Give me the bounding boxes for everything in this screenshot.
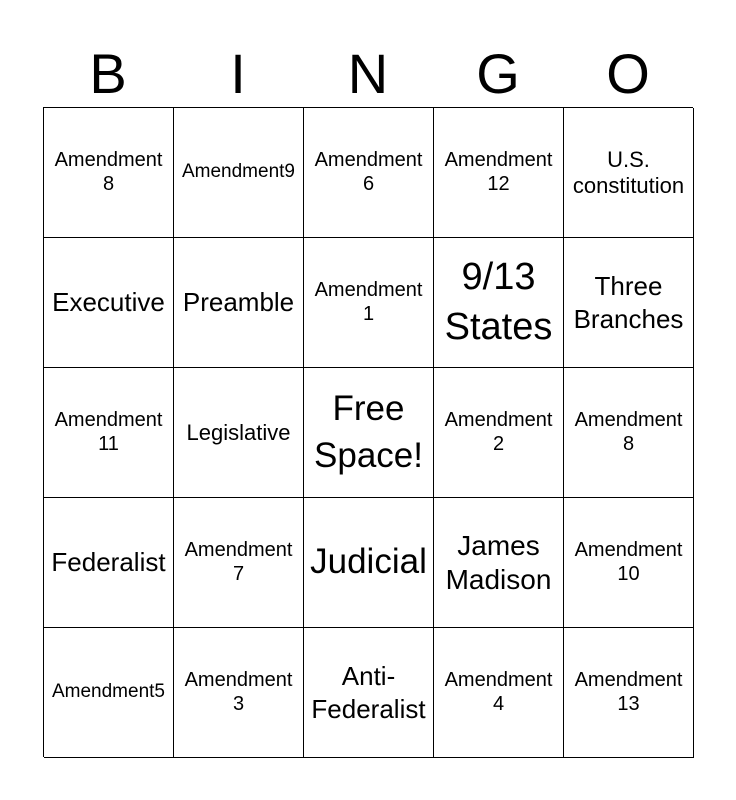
- bingo-cell-r4-c3[interactable]: [434, 628, 564, 758]
- cell-label: Amendment 2: [444, 408, 553, 455]
- bingo-cell-r0-c4[interactable]: [564, 108, 694, 238]
- bingo-cell-r2-c0[interactable]: [44, 368, 174, 498]
- bingo-cell-r4-c0[interactable]: [44, 628, 174, 758]
- cell-label: Amendment 10: [574, 538, 683, 585]
- bingo-cell-r3-c4[interactable]: [564, 498, 694, 628]
- bingo-cell-r0-c0[interactable]: [44, 108, 174, 238]
- header-letter-i: I: [230, 42, 246, 105]
- bingo-cell-r0-c3[interactable]: [434, 108, 564, 238]
- cell-label: Amendment 4: [444, 668, 553, 715]
- cell-label: Federalist: [51, 547, 166, 578]
- bingo-cell-r3-c2[interactable]: [304, 498, 434, 628]
- cell-label: Amendment 3: [184, 668, 293, 715]
- bingo-cell-r0-c2[interactable]: [304, 108, 434, 238]
- bingo-cell-r1-c2[interactable]: [304, 238, 434, 368]
- cell-label: Amendment 8: [574, 408, 683, 455]
- cell-label: Anti- Federalist: [311, 661, 426, 724]
- cell-label: Three Branches: [573, 271, 684, 334]
- cell-label: James Madison: [445, 530, 552, 595]
- cell-label: U.S. constitution: [572, 146, 685, 198]
- header-letter-g: G: [476, 42, 520, 105]
- cell-label: Amendment5: [51, 681, 165, 703]
- bingo-header: [43, 40, 693, 108]
- bingo-cell-r1-c4[interactable]: [564, 238, 694, 368]
- bingo-cell-r3-c0[interactable]: [44, 498, 174, 628]
- bingo-cell-r1-c1[interactable]: [174, 238, 304, 368]
- cell-label: Free Space!: [314, 389, 423, 475]
- cell-label: Preamble: [182, 287, 295, 318]
- cell-label: Amendment 8: [54, 148, 163, 195]
- bingo-cell-r2-c1[interactable]: [174, 368, 304, 498]
- cell-label: Amendment 6: [314, 148, 423, 195]
- cell-label: Judicial: [310, 542, 427, 582]
- bingo-cell-r3-c1[interactable]: [174, 498, 304, 628]
- bingo-cell-r4-c1[interactable]: [174, 628, 304, 758]
- bingo-cell-r3-c3[interactable]: [434, 498, 564, 628]
- header-letter-n: N: [347, 42, 389, 105]
- bingo-cell-r0-c1[interactable]: [174, 108, 304, 238]
- bingo-cell-r4-c4[interactable]: [564, 628, 694, 758]
- cell-label: Executive: [52, 287, 165, 318]
- cell-label: Amendment 13: [574, 668, 683, 715]
- bingo-cell-r2-c3[interactable]: [434, 368, 564, 498]
- cell-label: 9/13 States: [444, 256, 553, 348]
- bingo-cell-r4-c2[interactable]: [304, 628, 434, 758]
- cell-label: Amendment 1: [314, 278, 423, 325]
- bingo-board: [43, 107, 693, 757]
- cell-label: Amendment 11: [54, 408, 163, 455]
- header-letter-b: B: [89, 42, 127, 105]
- bingo-cell-r2-c4[interactable]: [564, 368, 694, 498]
- cell-label: Amendment 7: [184, 538, 293, 585]
- header-letter-o: O: [606, 42, 650, 105]
- cell-label: Amendment9: [181, 161, 295, 183]
- bingo-cell-r1-c0[interactable]: [44, 238, 174, 368]
- bingo-cell-r1-c3[interactable]: [434, 238, 564, 368]
- bingo-cell-r2-c2[interactable]: [304, 368, 434, 498]
- cell-label: Amendment 12: [444, 148, 553, 195]
- cell-label: Legislative: [186, 419, 291, 445]
